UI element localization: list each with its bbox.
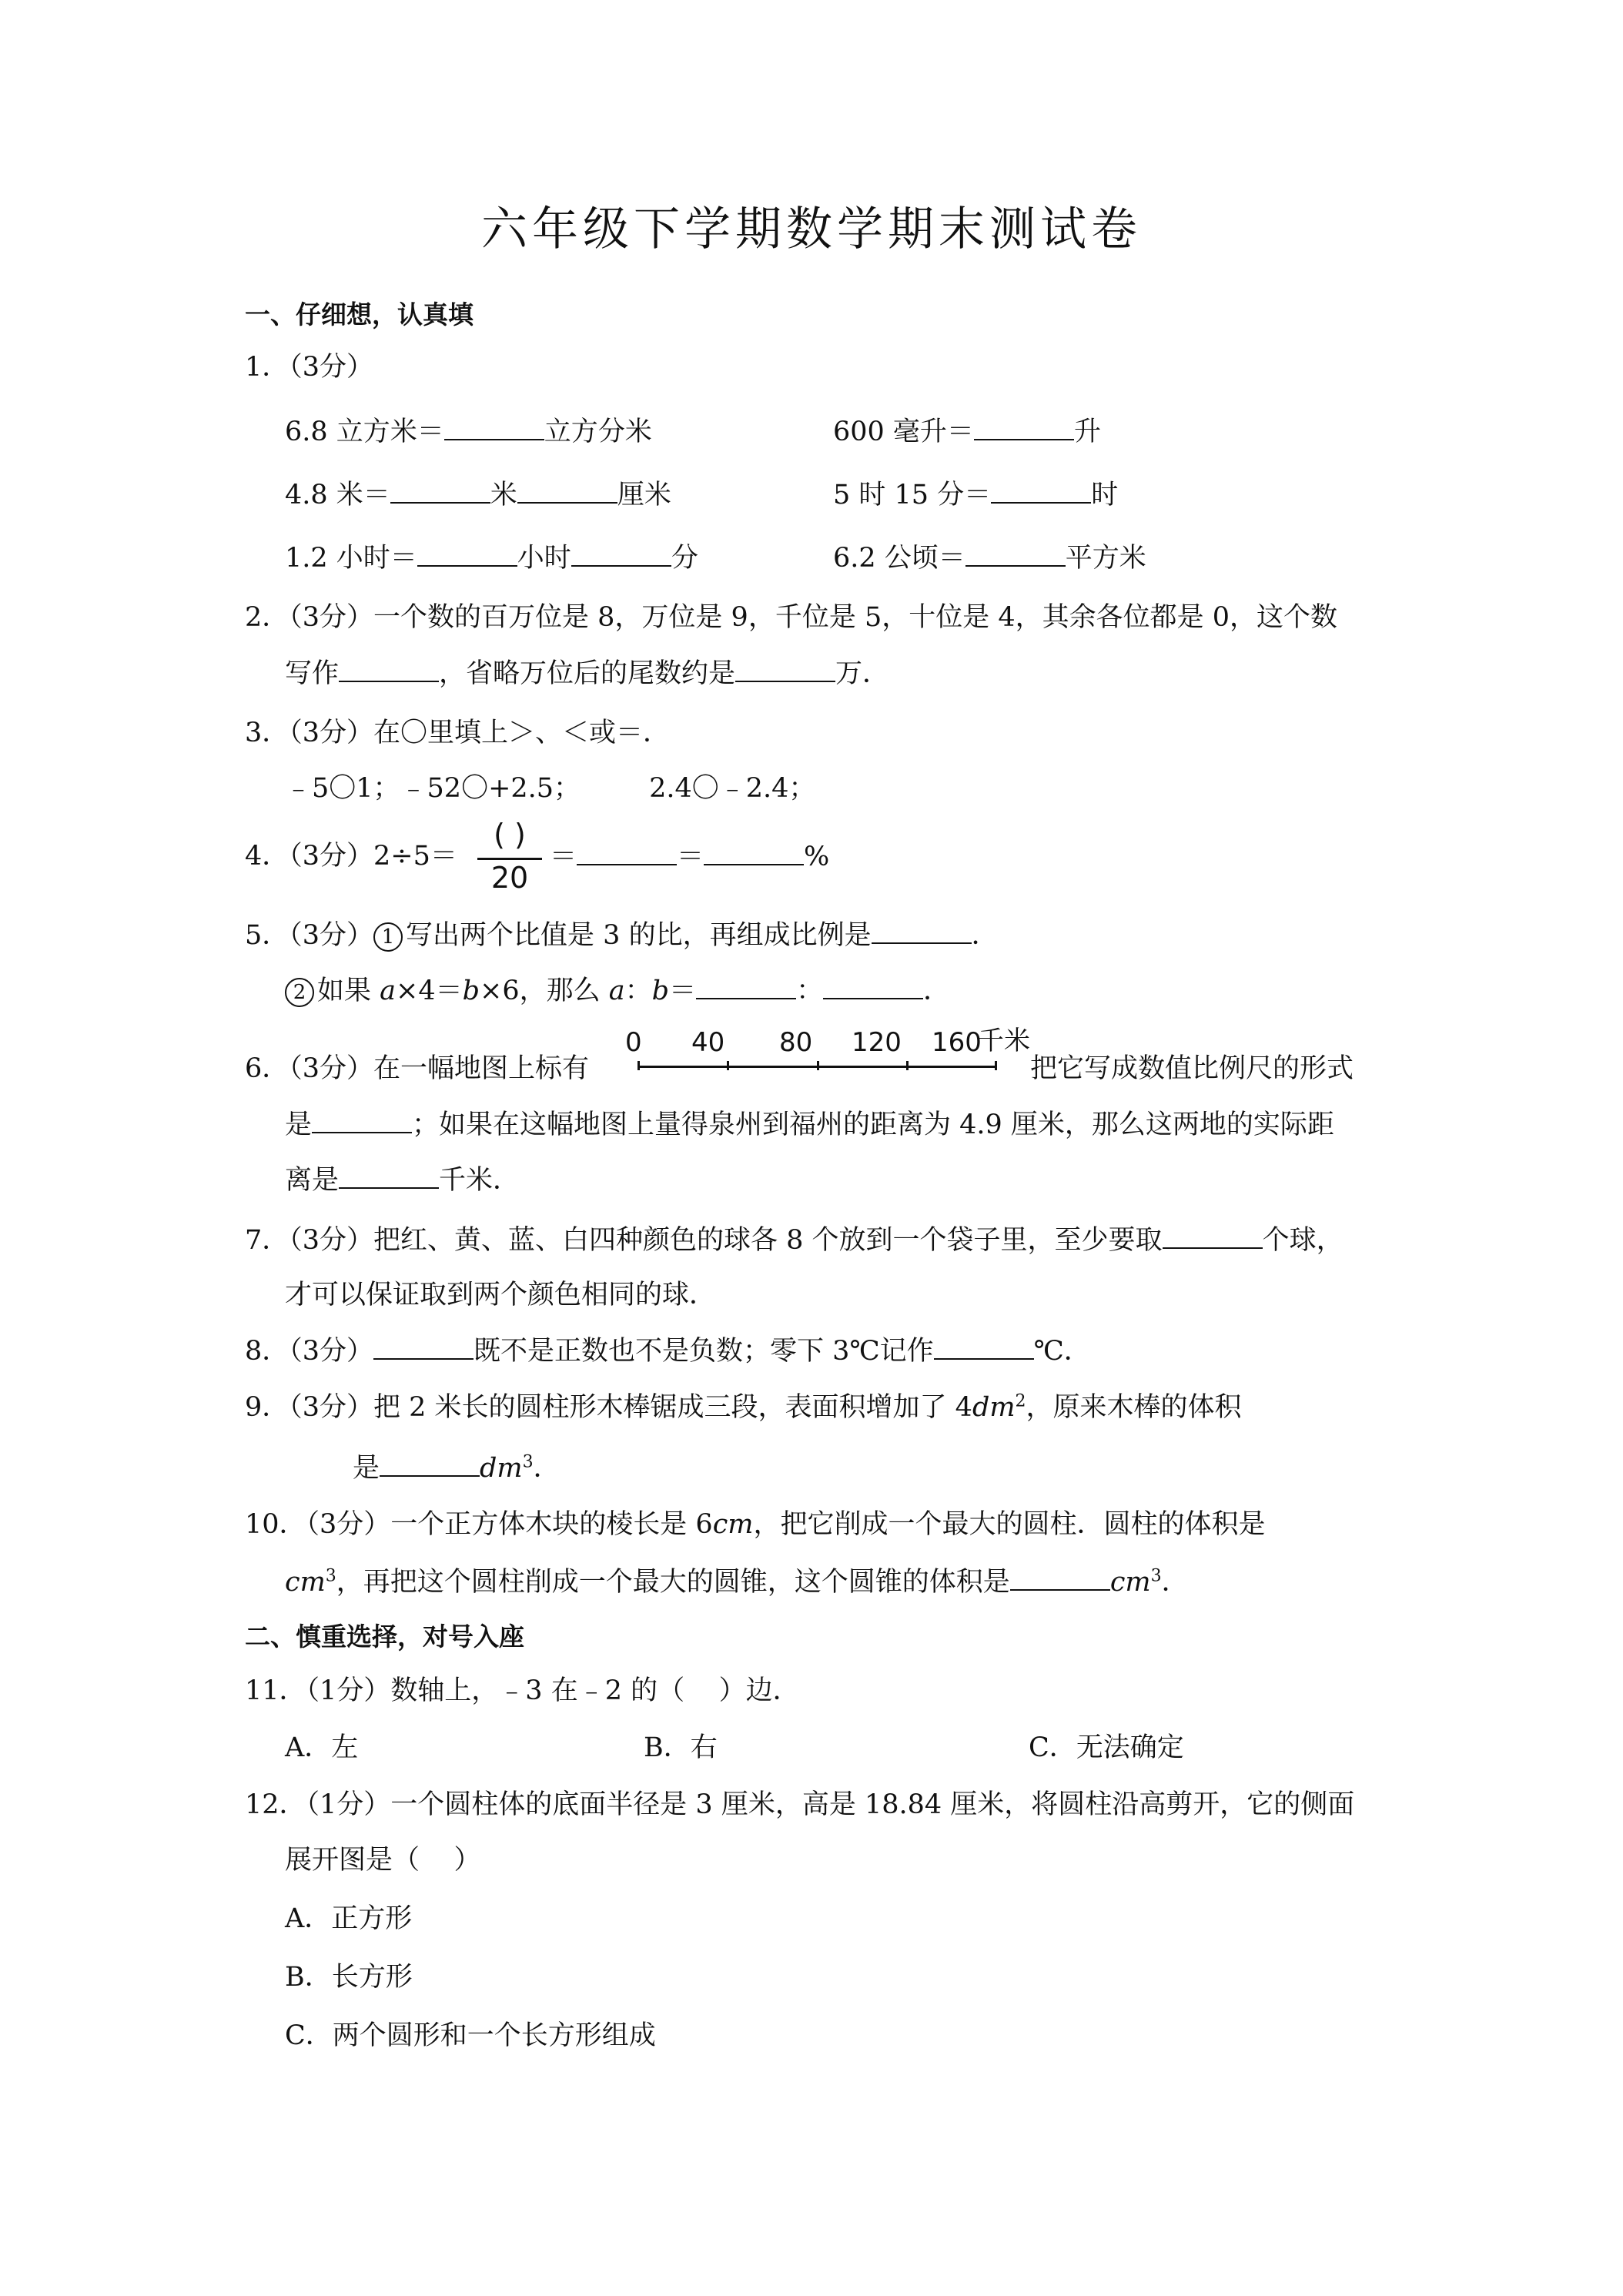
scale-unit: 千米	[978, 1026, 1030, 1056]
scale-label: 80	[779, 1027, 813, 1058]
answer-blank[interactable]	[974, 413, 1074, 440]
option-a[interactable]: A．左	[285, 1732, 359, 1763]
question-6-line-2: 是 ；如果在这幅地图上量得泉州到福州的距离为 4.9 厘米，那么这两地的实际距	[285, 1106, 1334, 1143]
answer-blank[interactable]	[444, 413, 544, 440]
scale-label: 40	[691, 1027, 725, 1058]
fraction-numerator-blank[interactable]: ( )	[494, 818, 526, 852]
answer-blank[interactable]	[339, 654, 439, 682]
scale-tick	[637, 1061, 640, 1070]
answer-blank[interactable]	[991, 476, 1091, 504]
answer-blank[interactable]	[577, 838, 677, 865]
answer-blank[interactable]	[517, 476, 617, 504]
map-scale-bar	[625, 1027, 1056, 1081]
question-3-line-1: 3．（3分）在〇里填上＞、＜或＝．	[245, 718, 671, 748]
option-c[interactable]: C．无法确定	[1029, 1732, 1184, 1763]
option-b[interactable]: B．右	[644, 1732, 718, 1763]
answer-blank[interactable]	[1010, 1563, 1110, 1591]
q1-row3-right: 6.2 公顷＝ 平方米	[833, 539, 1146, 577]
circled-number-2: 2	[285, 978, 314, 1007]
answer-blank[interactable]	[965, 539, 1066, 567]
section-2-heading: 二、慎重选择，对号入座	[245, 1622, 524, 1652]
q1-row2-right: 5 时 15 分＝ 时	[833, 476, 1118, 514]
question-7-line-2: 才可以保证取到两个颜色相同的球．	[285, 1280, 717, 1310]
scale-label: 120	[852, 1027, 902, 1058]
q1-row2-left: 4.8 米＝ 米 厘米	[285, 476, 671, 514]
question-9-line-1: 9．（3分）把 2 米长的圆柱形木棒锯成三段，表面积增加了 $4dm^2$，原来木棒的体积	[245, 1391, 1242, 1423]
answer-blank[interactable]	[571, 539, 671, 567]
answer-blank[interactable]	[373, 1332, 474, 1360]
answer-blank[interactable]	[696, 972, 796, 999]
question-6-line-1-end: 把它写成数值比例尺的形式	[1030, 1053, 1354, 1084]
question-6-line-1-start: 6．（3分）在一幅地图上标有	[245, 1053, 590, 1084]
scale-tick	[727, 1061, 729, 1070]
answer-blank[interactable]	[704, 838, 804, 865]
section-1-heading: 一、仔细想，认真填	[245, 300, 474, 330]
question-11: 11．（1分）数轴上，﹣3 在﹣2 的（ ）边．	[245, 1675, 800, 1706]
answer-blank[interactable]	[735, 654, 835, 682]
question-2-line-2: 写作 ，省略万位后的尾数约是 万．	[285, 654, 889, 692]
answer-blank[interactable]	[339, 1161, 439, 1189]
answer-blank[interactable]	[823, 972, 923, 999]
question-5-line-2: 2 如果 a×4＝b×6，那么 a：b＝ ： ．	[285, 972, 950, 1009]
answer-blank[interactable]	[312, 1106, 412, 1133]
question-8: 8．（3分） 既不是正数也不是负数；零下 3℃记作 ℃．	[245, 1332, 1091, 1370]
question-7-line-1: 7．（3分）把红、黄、蓝、白四种颜色的球各 8 个放到一个袋子里，至少要取 个球，	[245, 1221, 1344, 1259]
question-4-end: ＝ ＝ %	[550, 838, 829, 875]
scale-tick	[817, 1061, 819, 1070]
q1-row1-right: 600 毫升＝ 升	[833, 413, 1101, 450]
question-3-line-2: ﹣5〇1；﹣52〇+2.5； 2.4〇﹣2.4；	[285, 773, 816, 804]
page-title: 六年级下学期数学期末测试卷	[481, 202, 1142, 256]
question-10-line-1: 10．（3分）一个正方体木块的棱长是 6cm，把它削成一个最大的圆柱．圆柱的体积是	[245, 1509, 1266, 1540]
question-6-line-3: 离是 千米．	[285, 1161, 520, 1199]
answer-blank[interactable]	[934, 1332, 1034, 1360]
option-b[interactable]: B．长方形	[285, 1962, 413, 1993]
answer-blank[interactable]	[390, 476, 490, 504]
q1-row1-left: 6.8 立方米＝ 立方分米	[285, 413, 652, 450]
question-10-line-2: $cm^3$，再把这个圆柱削成一个最大的圆锥，这个圆锥的体积是 $cm^3$．	[285, 1563, 1189, 1601]
question-5-line-1: 5．（3分） 1 写出两个比值是 3 的比，再组成比例是 ．	[245, 916, 999, 954]
fraction-over-20	[471, 818, 548, 895]
question-12-line-1: 12．（1分）一个圆柱体的底面半径是 3 厘米，高是 18.84 厘米，将圆柱沿高剪开，它的侧面	[245, 1789, 1355, 1820]
scale-label: 0	[625, 1027, 642, 1058]
fraction-denominator: 20	[490, 861, 529, 895]
option-a[interactable]: A．正方形	[285, 1903, 413, 1934]
question-9-line-2: 是 $dm^3$．	[353, 1449, 561, 1487]
circled-number-1: 1	[373, 922, 403, 952]
question-1-head: 1．（3分）	[245, 352, 374, 383]
fraction-bar	[477, 858, 542, 860]
question-4-start: 4．（3分）2÷5＝	[245, 841, 457, 872]
answer-blank[interactable]	[872, 916, 972, 944]
answer-blank[interactable]	[1163, 1221, 1263, 1249]
scale-tick	[906, 1061, 909, 1070]
q1-row3-left: 1.2 小时＝ 小时 分	[285, 539, 698, 577]
question-12-line-2: 展开图是（ ）	[285, 1845, 481, 1876]
scale-label: 160	[932, 1027, 982, 1058]
scale-tick	[995, 1061, 997, 1070]
answer-blank[interactable]	[380, 1449, 480, 1477]
answer-blank[interactable]	[417, 539, 517, 567]
question-2-line-1: 2．（3分）一个数的百万位是 8，万位是 9，千位是 5，十位是 4，其余各位都是 0，这个数	[245, 602, 1338, 633]
option-c[interactable]: C．两个圆形和一个长方形组成	[285, 2020, 656, 2051]
